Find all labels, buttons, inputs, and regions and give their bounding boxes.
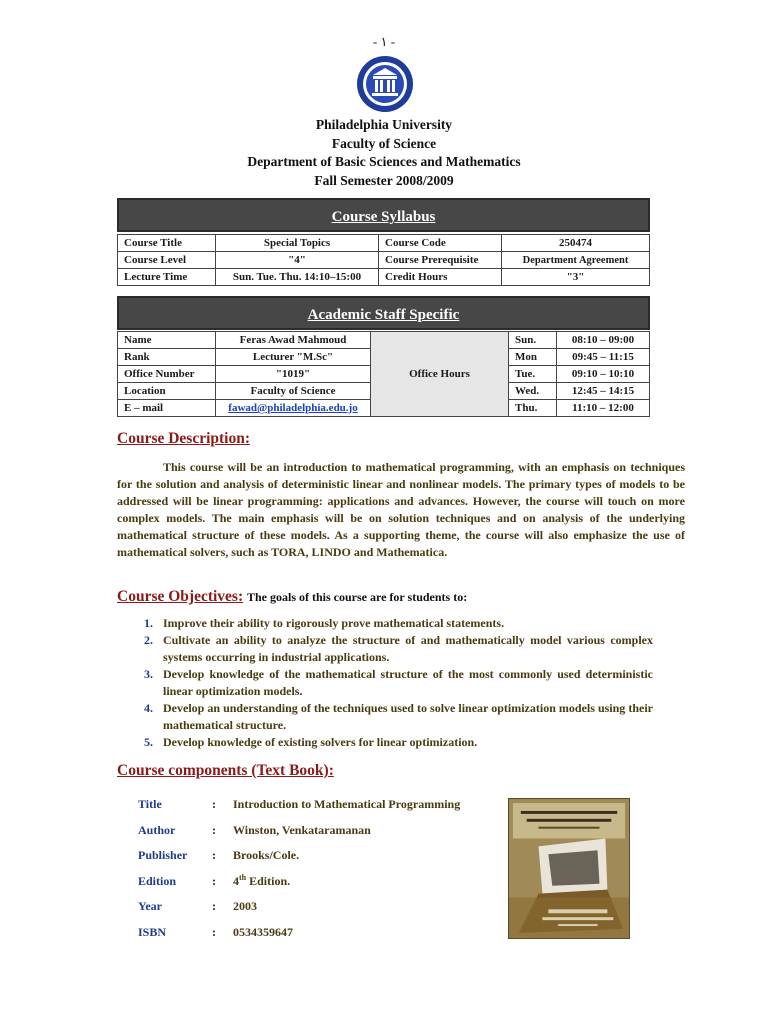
edition-suffix: th (239, 873, 247, 883)
semester: Fall Semester 2008/2009 (314, 172, 454, 188)
office-hours-label: Office Hours (371, 332, 509, 417)
list-item (117, 632, 653, 666)
table-row (118, 235, 650, 252)
list-number: 2. (144, 633, 153, 647)
course-level-value: "4" (216, 252, 379, 269)
syllabus-table (117, 234, 650, 286)
prereq-value: Department Agreement (502, 252, 650, 269)
university-name: Philadelphia University (315, 117, 453, 132)
day-sun: Sun. (509, 332, 557, 349)
edition-number: 4 (233, 874, 239, 889)
faculty-name: Faculty of Science (331, 135, 437, 151)
book-title-label: Title (138, 797, 162, 812)
book-year-row (138, 894, 460, 920)
colon: : (212, 873, 216, 888)
time-thu: 11:10 – 12:00 (557, 400, 650, 417)
day-wed: Wed. (509, 383, 557, 400)
page-number: - ١ - (372, 34, 396, 49)
objectives-list (117, 615, 653, 751)
table-row (118, 252, 650, 269)
staff-table (117, 331, 650, 417)
list-item (117, 615, 653, 632)
day-thu: Thu. (509, 400, 557, 417)
lecture-time-value: Sun. Tue. Thu. 14:10–15:00 (216, 269, 379, 286)
list-text: Develop an understanding of the techniques used to solve linear optimization models using their mathematical structure. (163, 701, 653, 732)
description-text: This course will be an introduction to mathematical programming, with an emphasis on techniques for the solution and analysis of deterministic linear and nonlinear models. The primary types of models to be addressed will be linear programming: applications and advances. However, the course will touch on more complex models. The main emphasis will be on solution techniques and on analysis of the underlying mathematical structure of these models. As a supporting theme, the course will also emphasize the use of mathematical solvers, such as TORA, LINDO and Mathematica. (117, 460, 685, 559)
email-link[interactable]: fawad@philadelphia.edu.jo (228, 402, 358, 414)
components-heading: Course components (Text Book): (117, 762, 334, 779)
textbook-details (138, 792, 460, 945)
time-wed: 12:45 – 14:15 (557, 383, 650, 400)
book-edition-value (233, 873, 290, 889)
course-code-value: 250474 (502, 235, 650, 252)
book-author-value: Winston, Venkataramanan (233, 822, 371, 837)
book-edition-row (138, 869, 460, 895)
staff-banner: Academic Staff Specific (117, 296, 650, 330)
colon: : (212, 797, 216, 812)
list-number: 1. (144, 616, 153, 630)
book-title-row (138, 792, 460, 818)
list-item (117, 734, 653, 751)
list-item (117, 666, 653, 700)
colon: : (212, 822, 216, 837)
day-tue: Tue. (509, 366, 557, 383)
document-header (0, 116, 768, 190)
list-text: Develop knowledge of existing solvers for linear optimization. (163, 735, 478, 749)
colon: : (212, 848, 216, 863)
department-name: Department of Basic Sciences and Mathematics (247, 154, 521, 169)
book-author-label: Author (138, 822, 176, 837)
office-number-label: Office Number (118, 366, 216, 383)
rank-label: Rank (118, 349, 216, 366)
office-number-value: "1019" (216, 366, 371, 383)
time-sun: 08:10 – 09:00 (557, 332, 650, 349)
objectives-heading-row (117, 588, 467, 606)
course-level-label: Course Level (118, 252, 216, 269)
name-value: Feras Awad Mahmoud (216, 332, 371, 349)
day-mon: Mon (509, 349, 557, 366)
syllabus-banner: Course Syllabus (117, 198, 650, 232)
table-row (118, 269, 650, 286)
book-isbn-row (138, 920, 460, 946)
book-isbn-label: ISBN (138, 924, 167, 939)
list-text: Develop knowledge of the mathematical structure of the most commonly used deterministic linear optimization models. (163, 667, 653, 698)
list-text: Improve their ability to rigorously prove mathematical statements. (163, 616, 505, 630)
colon: : (212, 899, 216, 914)
course-title-value: Special Topics (216, 235, 379, 252)
list-number: 5. (144, 735, 153, 749)
book-publisher-value: Brooks/Cole. (233, 848, 300, 863)
book-edition-label: Edition (138, 873, 177, 888)
book-year-label: Year (138, 899, 162, 914)
list-item (117, 700, 653, 734)
university-logo-icon (355, 54, 415, 114)
book-cover-image (508, 798, 630, 939)
course-title-label: Course Title (118, 235, 216, 252)
email-cell (216, 400, 371, 417)
email-label: E – mail (118, 400, 216, 417)
list-number: 4. (144, 701, 153, 715)
book-publisher-row (138, 843, 460, 869)
objectives-lead: The goals of this course are for students to: (247, 590, 468, 604)
book-year-value: 2003 (233, 899, 257, 914)
name-label: Name (118, 332, 216, 349)
book-author-row (138, 818, 460, 844)
book-isbn-value: 0534359647 (233, 924, 293, 939)
objectives-heading: Course Objectives: (117, 588, 244, 605)
prereq-label: Course Prerequisite (379, 252, 502, 269)
rank-value: Lecturer "M.Sc" (216, 349, 371, 366)
book-title-value: Introduction to Mathematical Programming (233, 797, 461, 812)
time-tue: 09:10 – 10:10 (557, 366, 650, 383)
lecture-time-label: Lecture Time (118, 269, 216, 286)
book-publisher-label: Publisher (138, 848, 188, 863)
time-mon: 09:45 – 11:15 (557, 349, 650, 366)
credit-hours-label: Credit Hours (379, 269, 502, 286)
location-value: Faculty of Science (216, 383, 371, 400)
course-code-label: Course Code (379, 235, 502, 252)
list-number: 3. (144, 667, 153, 681)
list-text: Cultivate an ability to analyze the structure of and mathematically model various complex systems occurring in industrial applications. (163, 633, 653, 664)
edition-text: Edition. (246, 874, 291, 889)
table-row (118, 332, 650, 349)
location-label: Location (118, 383, 216, 400)
description-heading: Course Description: (117, 430, 251, 447)
colon: : (212, 924, 216, 939)
credit-hours-value: "3" (502, 269, 650, 286)
